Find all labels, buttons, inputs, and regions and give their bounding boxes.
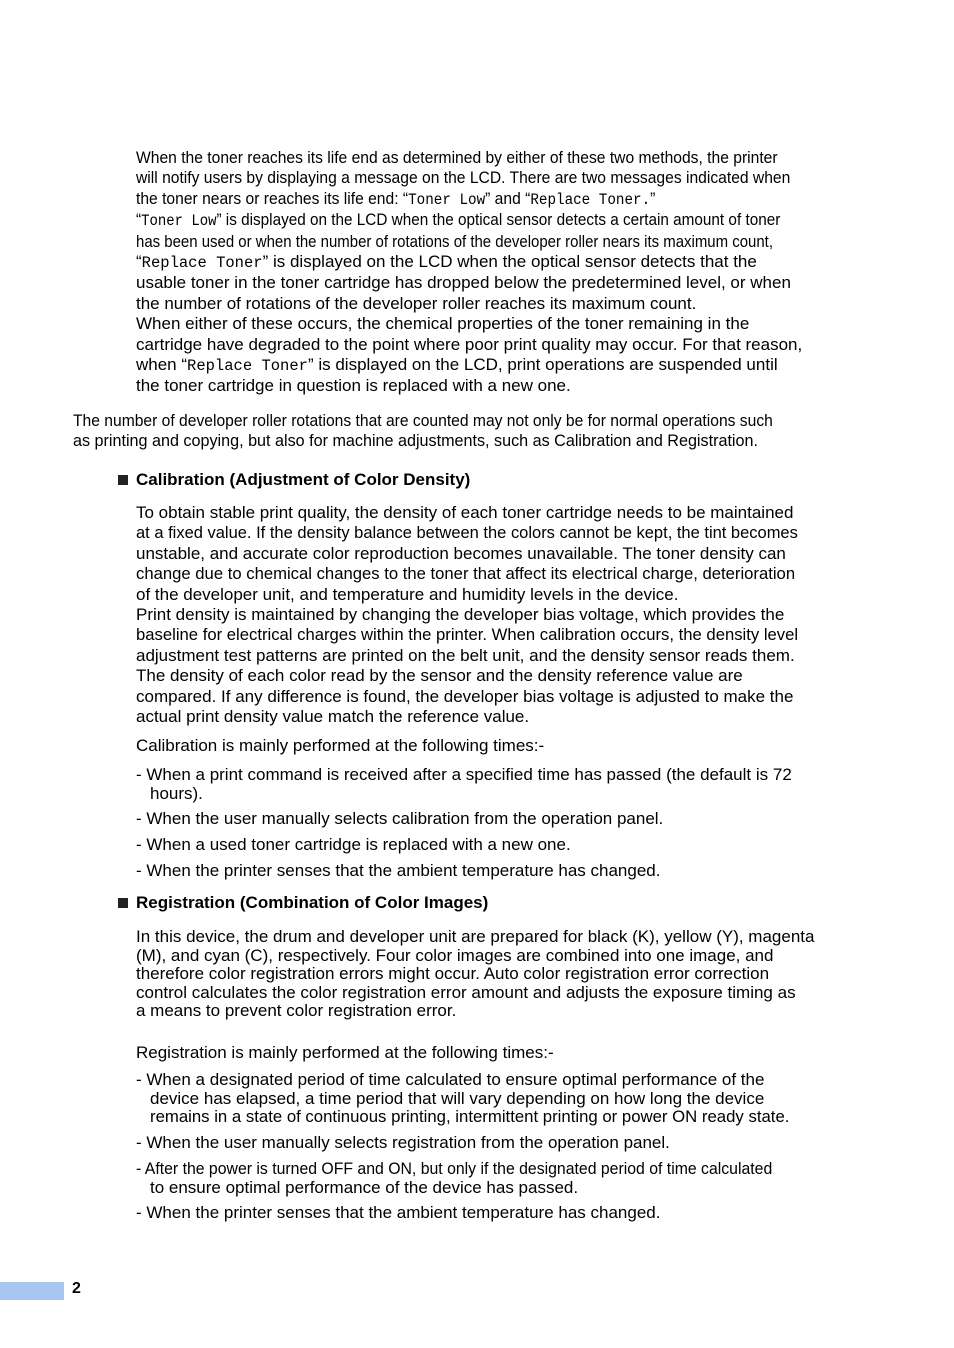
calibration-line: baseline for electrical charges within the printer. When calibration occurs, the density level (136, 625, 799, 645)
calibration-line: change due to chemical changes to the toner that affect its electrical charge, deterioration (136, 564, 796, 584)
intro-line: usable toner in the toner cartridge has dropped below the predetermined level, or when (136, 273, 791, 293)
intro-line: “Replace Toner” is displayed on the LCD when the optical sensor detects that the (136, 252, 757, 273)
intro-line: When either of these occurs, the chemical properties of the toner remaining in the (136, 314, 750, 334)
intro-line: the toner cartridge in question is replaced with a new one. (136, 376, 571, 396)
list-item: - When the printer senses that the ambient temperature has changed. (136, 1203, 661, 1222)
calibration-line: of the developer unit, and temperature and humidity levels in the device. (136, 584, 679, 604)
footer-color-bar (0, 1282, 64, 1300)
square-bullet-icon (118, 475, 128, 485)
lcd-message: Toner Low (408, 190, 486, 209)
list-item: - When a designated period of time calculated to ensure optimal performance of the device has elapsed, a time period that will vary depending on how long the device remains in a state of continuous printing, intermittent printing or power ON ready state. (136, 1070, 790, 1127)
intro-line: “Toner Low” is displayed on the LCD when the optical sensor detects a certain amount of toner (136, 210, 781, 231)
calibration-times-intro: Calibration is mainly performed at the following times:- (136, 736, 545, 755)
calibration-heading: Calibration (Adjustment of Color Density) (136, 470, 471, 489)
calibration-line: unstable, and accurate color reproduction becomes unavailable. The toner density can (136, 543, 786, 563)
note-paragraph (73, 411, 873, 452)
lcd-message: Replace Toner. (530, 190, 651, 209)
intro-line: cartridge have degraded to the point where poor print quality may occur. For that reason, (136, 334, 803, 354)
calibration-paragraph (136, 503, 866, 727)
calibration-line: adjustment test patterns are printed on the belt unit, and the density sensor reads them. (136, 645, 795, 665)
intro-line: the toner nears or reaches its life end: “Toner Low” and “Replace Toner.” (136, 188, 656, 209)
calibration-line: at a fixed value. If the density balance between the colors cannot be kept, the tint becomes (136, 523, 798, 543)
list-item: - When a used toner cartridge is replaced with a new one. (136, 835, 571, 854)
list-item: - When a print command is received after a specified time has passed (the default is 72 hours). (136, 765, 792, 803)
list-item: - When the user manually selects registration from the operation panel. (136, 1133, 670, 1152)
list-item: - When the user manually selects calibration from the operation panel. (136, 809, 664, 828)
list-item: - After the power is turned OFF and ON, but only if the designated period of time calculated to ensure optimal performance of the device has passed. (136, 1159, 773, 1197)
intro-paragraph (136, 148, 866, 397)
intro-line: the number of rotations of the developer roller reaches its maximum count. (136, 293, 697, 313)
registration-line: (M), and cyan (C), respectively. Four color images are combined into one image, and (136, 945, 774, 965)
registration-times-intro: Registration is mainly performed at the following times:- (136, 1043, 554, 1062)
square-bullet-icon (118, 898, 128, 908)
calibration-line: Print density is maintained by changing the developer bias voltage, which provides the (136, 605, 785, 625)
calibration-line: compared. If any difference is found, the developer bias voltage is adjusted to make the (136, 686, 794, 706)
lcd-message: Replace Toner (141, 254, 263, 273)
registration-line: In this device, the drum and developer unit are prepared for black (K), yellow (Y), magenta (136, 927, 815, 946)
registration-line: control calculates the color registration error amount and adjusts the exposure timing as (136, 982, 796, 1002)
intro-line: has been used or when the number of rotations of the developer roller nears its maximum count, (136, 231, 773, 251)
lcd-message: Replace Toner (187, 357, 308, 376)
list-item: - When the printer senses that the ambient temperature has changed. (136, 861, 661, 880)
calibration-line: The density of each color read by the sensor and the density reference value are (136, 666, 743, 686)
note-line: The number of developer roller rotations that are counted may not only be for normal operations such (73, 411, 773, 430)
page-number: 2 (72, 1280, 81, 1297)
calibration-line: actual print density value match the reference value. (136, 707, 530, 727)
intro-line: When the toner reaches its life end as determined by either of these two methods, the printer (136, 148, 778, 167)
note-line: as printing and copying, but also for machine adjustments, such as Calibration and Registration. (73, 431, 758, 451)
registration-line: a means to prevent color registration error. (136, 1001, 457, 1020)
registration-heading: Registration (Combination of Color Images) (136, 893, 489, 912)
registration-paragraph (136, 928, 866, 1021)
intro-line: will notify users by displaying a message on the LCD. There are two messages indicated when (136, 168, 791, 188)
lcd-message: Toner Low (141, 212, 217, 231)
calibration-line: To obtain stable print quality, the density of each toner cartridge needs to be maintained (136, 503, 794, 522)
registration-line: therefore color registration errors might occur. Auto color registration error correction (136, 964, 770, 983)
intro-line: when “Replace Toner” is displayed on the LCD, print operations are suspended until (136, 355, 778, 376)
